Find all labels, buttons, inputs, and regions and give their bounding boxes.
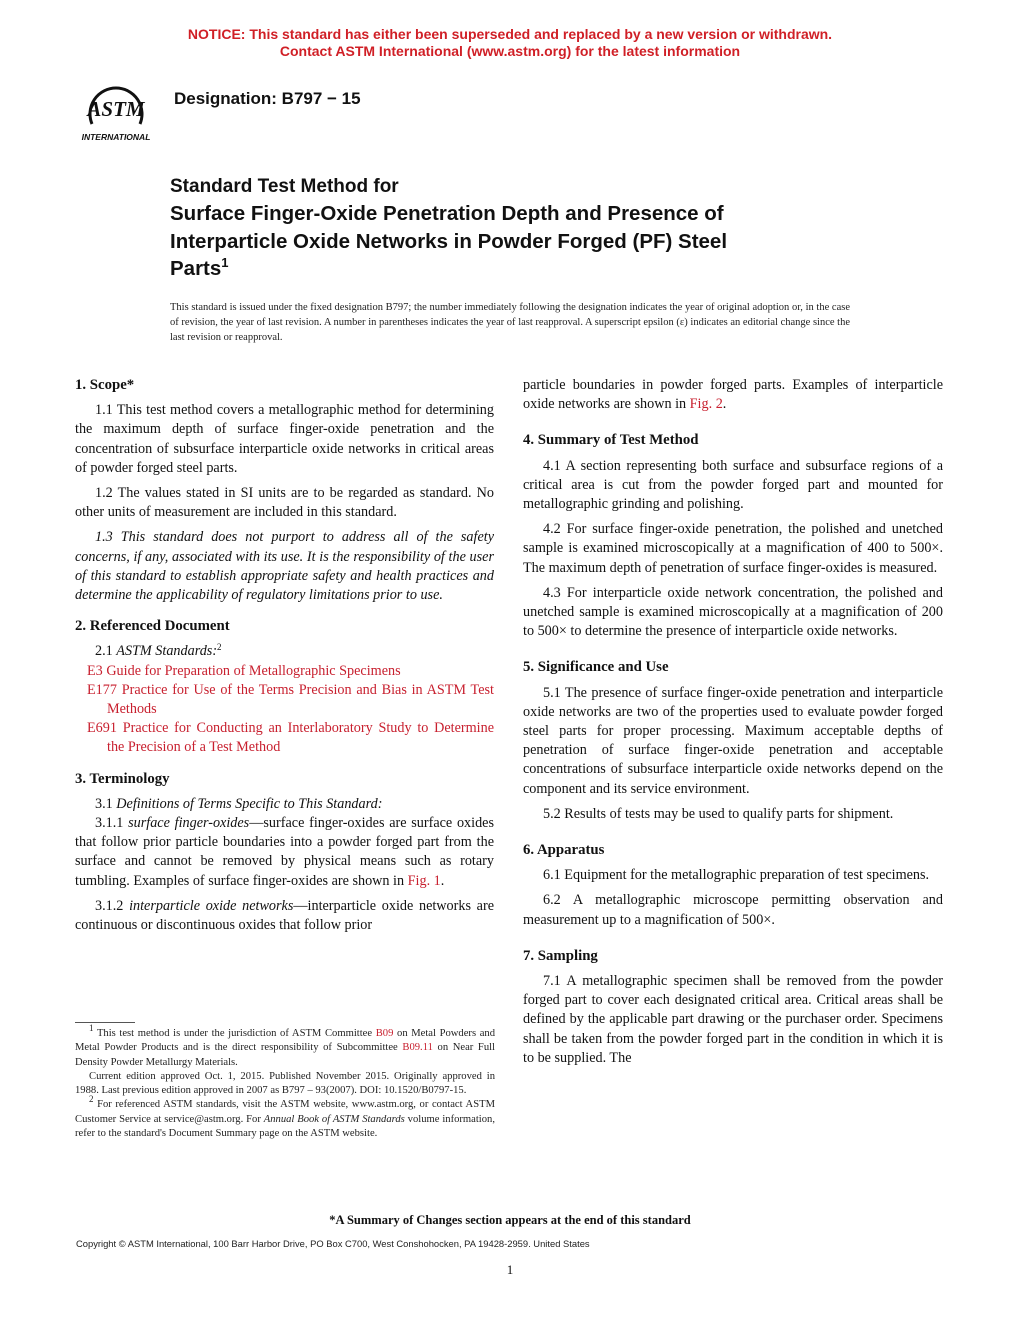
section-3-1-2-continued: particle boundaries in powder forged parts. Examples of interparticle oxide networks are shown in Fig. 2.	[523, 377, 943, 413]
ref-e691-link[interactable]: E691	[87, 720, 117, 737]
title-line-3: Interparticle Oxide Networks in Powder Forged (PF) Steel	[170, 229, 728, 253]
reference-e177	[75, 681, 494, 719]
ref-e691-title[interactable]: Practice for Conducting an Interlaboratory Study to Determine the Precision of a Test Method	[107, 720, 494, 756]
withdrawal-notice	[0, 26, 1020, 60]
title-footnote-mark[interactable]: 1	[221, 255, 229, 270]
issued-note: This standard is issued under the fixed designation B797; the number immediately following the designation indicates the year of original adoption or, in the case of revision, the year of last revision. A number in parentheses indicates the year of last reapproval. A superscript epsilon (ε) indicates an editorial change since the last revision or reapproval.	[170, 302, 850, 343]
page-number: 1	[506, 1262, 514, 1277]
reference-e3	[75, 662, 494, 681]
section-2-heading: 2. Referenced Document	[75, 618, 230, 635]
title-line-4	[170, 255, 870, 283]
section-7-heading: 7. Sampling	[523, 947, 598, 964]
section-4-3: 4.3 For interparticle oxide network concentration, the polished and unetched sample is examined microscopically at a magnification of 200 to 500× to determine the presence of interparticle oxide networks.	[523, 584, 943, 640]
section-6-1: 6.1 Equipment for the metallographic preparation of test specimens.	[543, 867, 930, 884]
footnote-1: $^1$ This test method is under the jurisdiction of ASTM Committee B09 on Metal Powders and Metal Powder Products and is the direct responsibility of Subcommittee B09.11 on Near Full Density Powder Metallurgy Materials.	[75, 1023, 496, 1068]
section-1-heading: 1. Scope*	[75, 377, 135, 393]
astm-logo	[70, 76, 162, 146]
b09-link[interactable]: B09	[375, 1028, 394, 1039]
footnotes	[75, 1022, 495, 1141]
section-4-heading: 4. Summary of Test Method	[523, 432, 699, 449]
section-3-1: 3.1 Definitions of Terms Specific to This Standard:	[95, 795, 383, 812]
section-6-2: 6.2 A metallographic microscope permitting observation and measurement up to a magnification of 500×.	[523, 892, 943, 928]
copyright: Copyright © ASTM International, 100 Barr Harbor Drive, PO Box C700, West Conshohocken, PA 19428-2959. United States	[76, 1238, 590, 1249]
b09-11-link[interactable]: B09.11	[402, 1042, 433, 1054]
section-3-1-1: 3.1.1 surface finger-oxides—surface finger-oxides are surface oxides that follow prior particle boundaries into a powder forged part from the surface and cannot be removed by physical means such as rotary tumbling. Examples of surface finger-oxides are shown in Fig. 1.	[75, 815, 495, 889]
document-title	[170, 174, 870, 283]
notice-line-1: NOTICE: This standard has either been superseded and replaced by a new version or withdrawn.	[187, 26, 833, 42]
section-4-2: 4.2 For surface finger-oxide penetration, the polished and unetched sample is examined microscopically at a magnification of 400 to 500×. The maximum depth of penetration of surface finger-oxides is measured.	[523, 521, 943, 576]
section-5-heading: 5. Significance and Use	[523, 659, 669, 676]
summary-of-changes-note: *A Summary of Changes section appears at the end of this standard	[329, 1213, 691, 1227]
title-line-2: Surface Finger-Oxide Penetration Depth and Presence of	[170, 202, 724, 225]
left-column	[75, 376, 494, 935]
reference-e691	[75, 719, 494, 757]
ref-e177-link[interactable]: E177	[87, 681, 117, 698]
section-1-3: 1.3 This standard does not purport to address all of the safety concerns, if any, associated with its use. It is the responsibility of the user of this standard to establish appropriate safety and health practices and determine the applicability of regulatory limitations prior to use.	[75, 529, 494, 604]
section-3-heading: 3. Terminology	[75, 770, 170, 787]
title-line-1: Standard Test Method for	[170, 176, 399, 197]
fig-1-link[interactable]: Fig. 1	[407, 872, 441, 889]
footnote-1-edition: Current edition approved Oct. 1, 2015. Published November 2015. Originally approved in 1988. Last previous edition approved in 2007 as B797 – 93(2007). DOI: 10.1520/B0797-15.	[75, 1070, 495, 1097]
section-5-1: 5.1 The presence of surface finger-oxide penetration and interparticle oxide networks are two of the properties used to evaluate powder forged steel parts for proper processing. Maximum acceptable depths of penetration of surface finger-oxide penetration and acceptable concentrations of subsurface interparticle oxide networks depend on the component and its service environment.	[523, 684, 943, 797]
designation: Designation: B797 − 15	[174, 89, 361, 108]
section-6-heading: 6. Apparatus	[523, 842, 605, 859]
footnote-2: $^2$ For referenced ASTM standards, visit the ASTM website, www.astm.org, or contact ASTM Customer Service at service@astm.org. For Annual Book of ASTM Standards volume information, refer to the standard's Document Summary page on the ASTM website.	[75, 1094, 495, 1140]
astm-logo-mark	[70, 76, 162, 146]
notice-line-2: Contact ASTM International (www.astm.org) for the latest information	[279, 43, 741, 59]
section-1-2: 1.2 The values stated in SI units are to be regarded as standard. No other units of measurement are included in this standard.	[75, 485, 494, 521]
ref-e3-link[interactable]: E3	[87, 662, 103, 679]
footnote-rule	[75, 1022, 135, 1023]
astm-logo-letters: ASTM	[87, 97, 145, 121]
section-1-1: 1.1 This test method covers a metallographic method for determining the maximum depth of surface finger-oxide penetration and the concentration of subsurface interparticle oxide networks in critical areas of powder forged steel parts.	[75, 402, 494, 476]
section-4-1: 4.1 A section representing both surface and subsurface regions of a critical area is cut from the powder forged part and mounted for metallographic grinding and polishing.	[523, 457, 943, 513]
title-parts: Parts	[170, 257, 222, 280]
astm-logo-subtitle: INTERNATIONAL	[81, 132, 151, 142]
right-column	[523, 376, 943, 1068]
fig-2-link[interactable]: Fig. 2	[689, 396, 723, 413]
section-2-1: 2.1 ASTM Standards:$^2$	[95, 642, 222, 660]
ref-e177-title[interactable]: Practice for Use of the Terms Precision and Bias in ASTM Test Methods	[107, 681, 494, 718]
section-7-1: 7.1 A metallographic specimen shall be removed from the powder forged part to cover each designated critical area. Critical areas shall be defined by the applicable part drawing or the purchaser order. Specimens shall be taken from the powder forged part in the condition in which it is to be supplied. The	[523, 973, 943, 1066]
section-5-2: 5.2 Results of tests may be used to qualify parts for shipment.	[543, 805, 894, 822]
ref-e3-title[interactable]: Guide for Preparation of Metallographic Specimens	[106, 662, 401, 679]
section-3-1-2: 3.1.2 interparticle oxide networks—interparticle oxide networks are continuous or discontinuous oxides that follow prior	[75, 897, 494, 934]
